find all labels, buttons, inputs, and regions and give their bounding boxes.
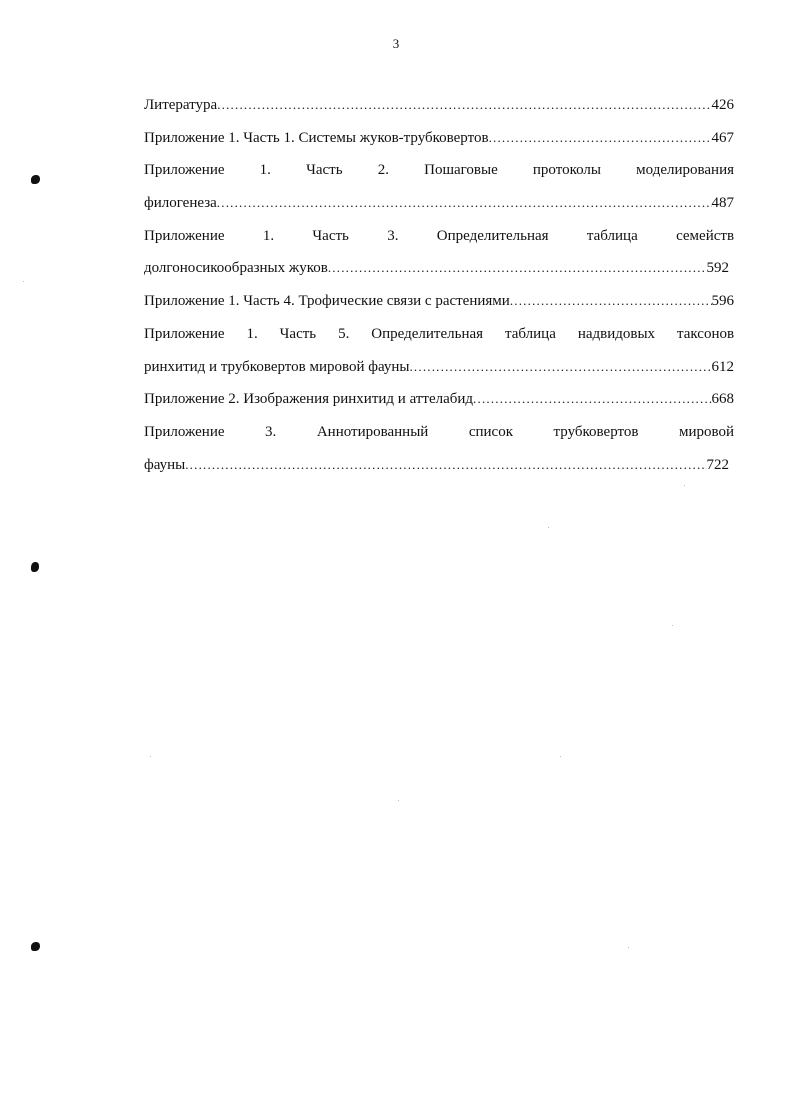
toc-word: таблица <box>505 325 556 342</box>
toc-entry-page: 592 <box>706 260 729 277</box>
toc-entry-title: филогенеза <box>144 195 217 212</box>
toc-entry-title: Приложение 2. Изображения ринхитид и аттелабид <box>144 391 474 408</box>
toc-entry-page: 612 <box>711 358 734 375</box>
toc-word: протоколы <box>532 162 601 179</box>
toc-entry-app1-part2-line2 <box>144 192 734 225</box>
toc-word: 1. <box>246 325 258 342</box>
toc-word: Приложение <box>144 162 225 179</box>
scan-speck <box>560 756 561 757</box>
toc-word: 5. <box>338 325 350 342</box>
toc-word: Аннотированный <box>316 423 429 440</box>
table-of-contents <box>144 94 734 486</box>
toc-word: мировой <box>678 423 735 440</box>
toc-leader-dots <box>217 192 712 214</box>
toc-word: 2. <box>377 162 389 179</box>
toc-entry-app1-part2-line1 <box>144 159 734 192</box>
toc-leader-dots <box>489 127 712 149</box>
toc-entry-page: 487 <box>711 195 734 212</box>
toc-entry-title: Приложение 1. Часть 4. Трофические связи с растениями <box>144 293 510 310</box>
toc-word: 3. <box>387 227 399 244</box>
toc-entry-app1-part3-line2 <box>144 257 729 290</box>
toc-word: Часть <box>312 227 349 244</box>
binding-hole-mark <box>31 942 40 951</box>
page-number: 3 <box>392 36 400 51</box>
toc-leader-dots <box>328 257 707 279</box>
toc-word: надвидовых <box>577 325 656 342</box>
toc-word: Определительная <box>436 227 549 244</box>
toc-word: 1. <box>259 162 271 179</box>
toc-word: 1. <box>262 227 275 244</box>
toc-word: 3. <box>265 423 277 440</box>
toc-entry-app3-line1 <box>144 421 734 454</box>
toc-word: Часть <box>279 325 317 342</box>
toc-entry-title: Приложение 1. Часть 1. Системы жуков-трубковертов <box>144 129 489 146</box>
toc-leader-dots <box>409 356 711 378</box>
scan-speck <box>23 281 24 282</box>
toc-word: семейств <box>676 227 735 244</box>
toc-entry-app3-line2 <box>144 454 729 487</box>
toc-word: Приложение <box>144 325 225 342</box>
toc-word: Пошаговые <box>424 162 498 179</box>
toc-entry-app1-part4 <box>144 290 734 323</box>
scan-speck <box>548 527 549 528</box>
toc-word: таблица <box>586 227 638 244</box>
scan-speck <box>628 947 629 948</box>
toc-word: список <box>468 423 514 440</box>
toc-leader-dots <box>217 94 711 116</box>
toc-entry-app1-part1 <box>144 127 734 160</box>
scan-speck <box>398 800 399 801</box>
toc-word: Приложение <box>144 227 225 244</box>
toc-entry-title: фауны <box>144 456 186 473</box>
scan-speck <box>684 485 685 486</box>
toc-word: таксонов <box>677 325 735 342</box>
binding-hole-mark <box>31 175 40 184</box>
toc-entry-app1-part5-line2 <box>144 356 734 389</box>
toc-entry-title: Литература <box>144 97 218 113</box>
toc-leader-dots <box>510 290 712 312</box>
toc-entry-literature <box>144 94 734 127</box>
toc-word: Часть <box>306 162 343 179</box>
toc-entry-page: 668 <box>711 391 734 408</box>
binding-hole-mark <box>31 562 39 572</box>
toc-entry-page: 467 <box>711 129 734 146</box>
toc-word: Определительная <box>371 325 484 342</box>
toc-entry-app1-part5-line1 <box>144 323 734 356</box>
toc-entry-app2 <box>144 388 734 421</box>
toc-entry-page: 426 <box>711 97 734 113</box>
toc-leader-dots <box>185 454 706 476</box>
toc-leader-dots <box>473 388 711 410</box>
toc-entry-title: ринхитид и трубковертов мировой фауны <box>144 358 410 375</box>
toc-entry-title: долгоносикообразных жуков <box>144 260 328 277</box>
scan-speck <box>672 625 673 626</box>
scan-speck <box>150 756 151 757</box>
toc-word: трубковертов <box>553 423 639 440</box>
toc-entry-page: 596 <box>711 293 734 310</box>
toc-entry-page: 722 <box>706 456 729 473</box>
toc-entry-app1-part3-line1 <box>144 225 734 258</box>
toc-word: Приложение <box>144 423 225 440</box>
toc-word: моделирования <box>636 162 735 179</box>
